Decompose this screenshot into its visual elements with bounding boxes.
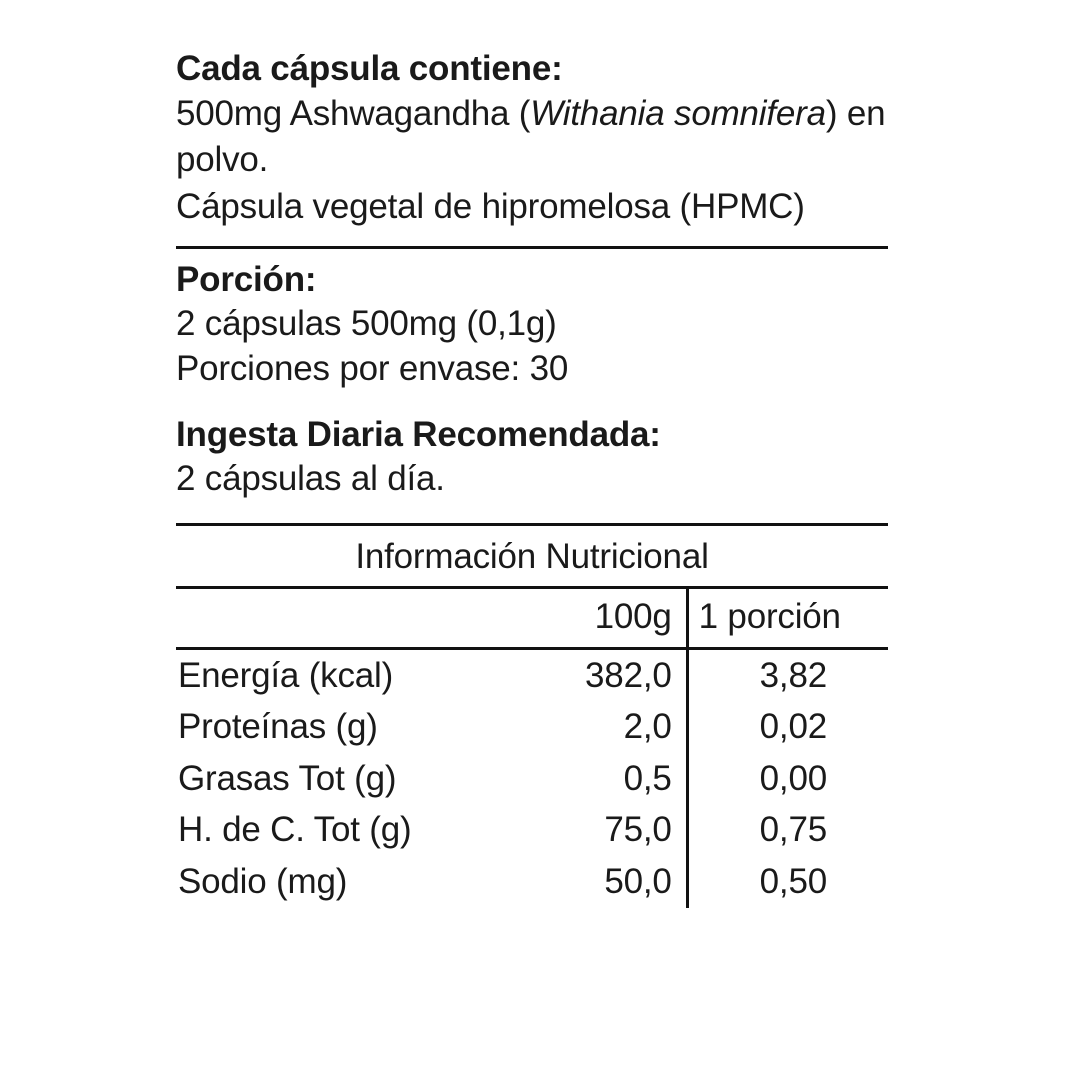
nutrient-per-100g: 382,0 — [585, 655, 672, 695]
nutrient-per-portion: 0,02 — [687, 701, 888, 753]
nutrient-name: Energía (kcal) — [178, 655, 394, 695]
table-row — [176, 804, 888, 856]
nutrient-per-portion: 0,50 — [687, 856, 888, 908]
table-row — [176, 701, 888, 753]
servings-per-container: Porciones por envase: 30 — [176, 349, 569, 389]
portion-section — [176, 259, 888, 392]
divider-top — [176, 246, 888, 249]
column-header-nutrient — [176, 589, 494, 647]
rdi-title: Ingesta Diaria Recomendada: — [176, 414, 661, 454]
column-header-per-100g: 100g — [594, 596, 672, 636]
table-row — [176, 650, 888, 702]
ingredients-title: Cada cápsula contiene: — [176, 49, 563, 88]
nutrient-name: Proteínas (g) — [178, 707, 378, 747]
nutrient-per-portion: 3,82 — [687, 650, 888, 702]
supplement-facts-panel — [176, 48, 888, 908]
table-header-row — [176, 589, 888, 647]
column-header-per-portion: 1 porción — [687, 589, 888, 647]
ingredient-latin-name: Withania somnifera — [530, 94, 826, 134]
capsule-material: Cápsula vegetal de hipromelosa (HPMC) — [176, 186, 805, 226]
nutrient-name: Grasas Tot (g) — [178, 758, 397, 798]
nutrient-per-100g: 50,0 — [604, 861, 672, 901]
nutrient-name: H. de C. Tot (g) — [178, 810, 412, 850]
ingredients-text — [176, 91, 888, 230]
ingredient-amount-name: 500mg Ashwagandha ( — [176, 94, 531, 134]
nutrition-heading: Información Nutricional — [355, 537, 709, 577]
table-row — [176, 856, 888, 908]
recommended-daily-intake-section — [176, 414, 888, 502]
nutrition-table — [176, 589, 888, 908]
nutrient-per-portion: 0,00 — [687, 753, 888, 805]
portion-title: Porción: — [176, 259, 317, 299]
portion-amount: 2 cápsulas 500mg (0,1g) — [176, 303, 557, 343]
table-row — [176, 753, 888, 805]
nutrient-per-100g: 75,0 — [604, 810, 672, 850]
nutrient-per-100g: 0,5 — [623, 758, 672, 798]
nutrient-per-100g: 2,0 — [623, 707, 672, 747]
rdi-value: 2 cápsulas al día. — [176, 458, 445, 498]
nutrient-name: Sodio (mg) — [178, 861, 348, 901]
nutrient-per-portion: 0,75 — [687, 804, 888, 856]
nutrition-table-head — [176, 589, 888, 650]
ingredients-section — [176, 48, 888, 230]
ingredient-form: ) en polvo. — [176, 94, 886, 180]
nutrition-table-body — [176, 650, 888, 908]
